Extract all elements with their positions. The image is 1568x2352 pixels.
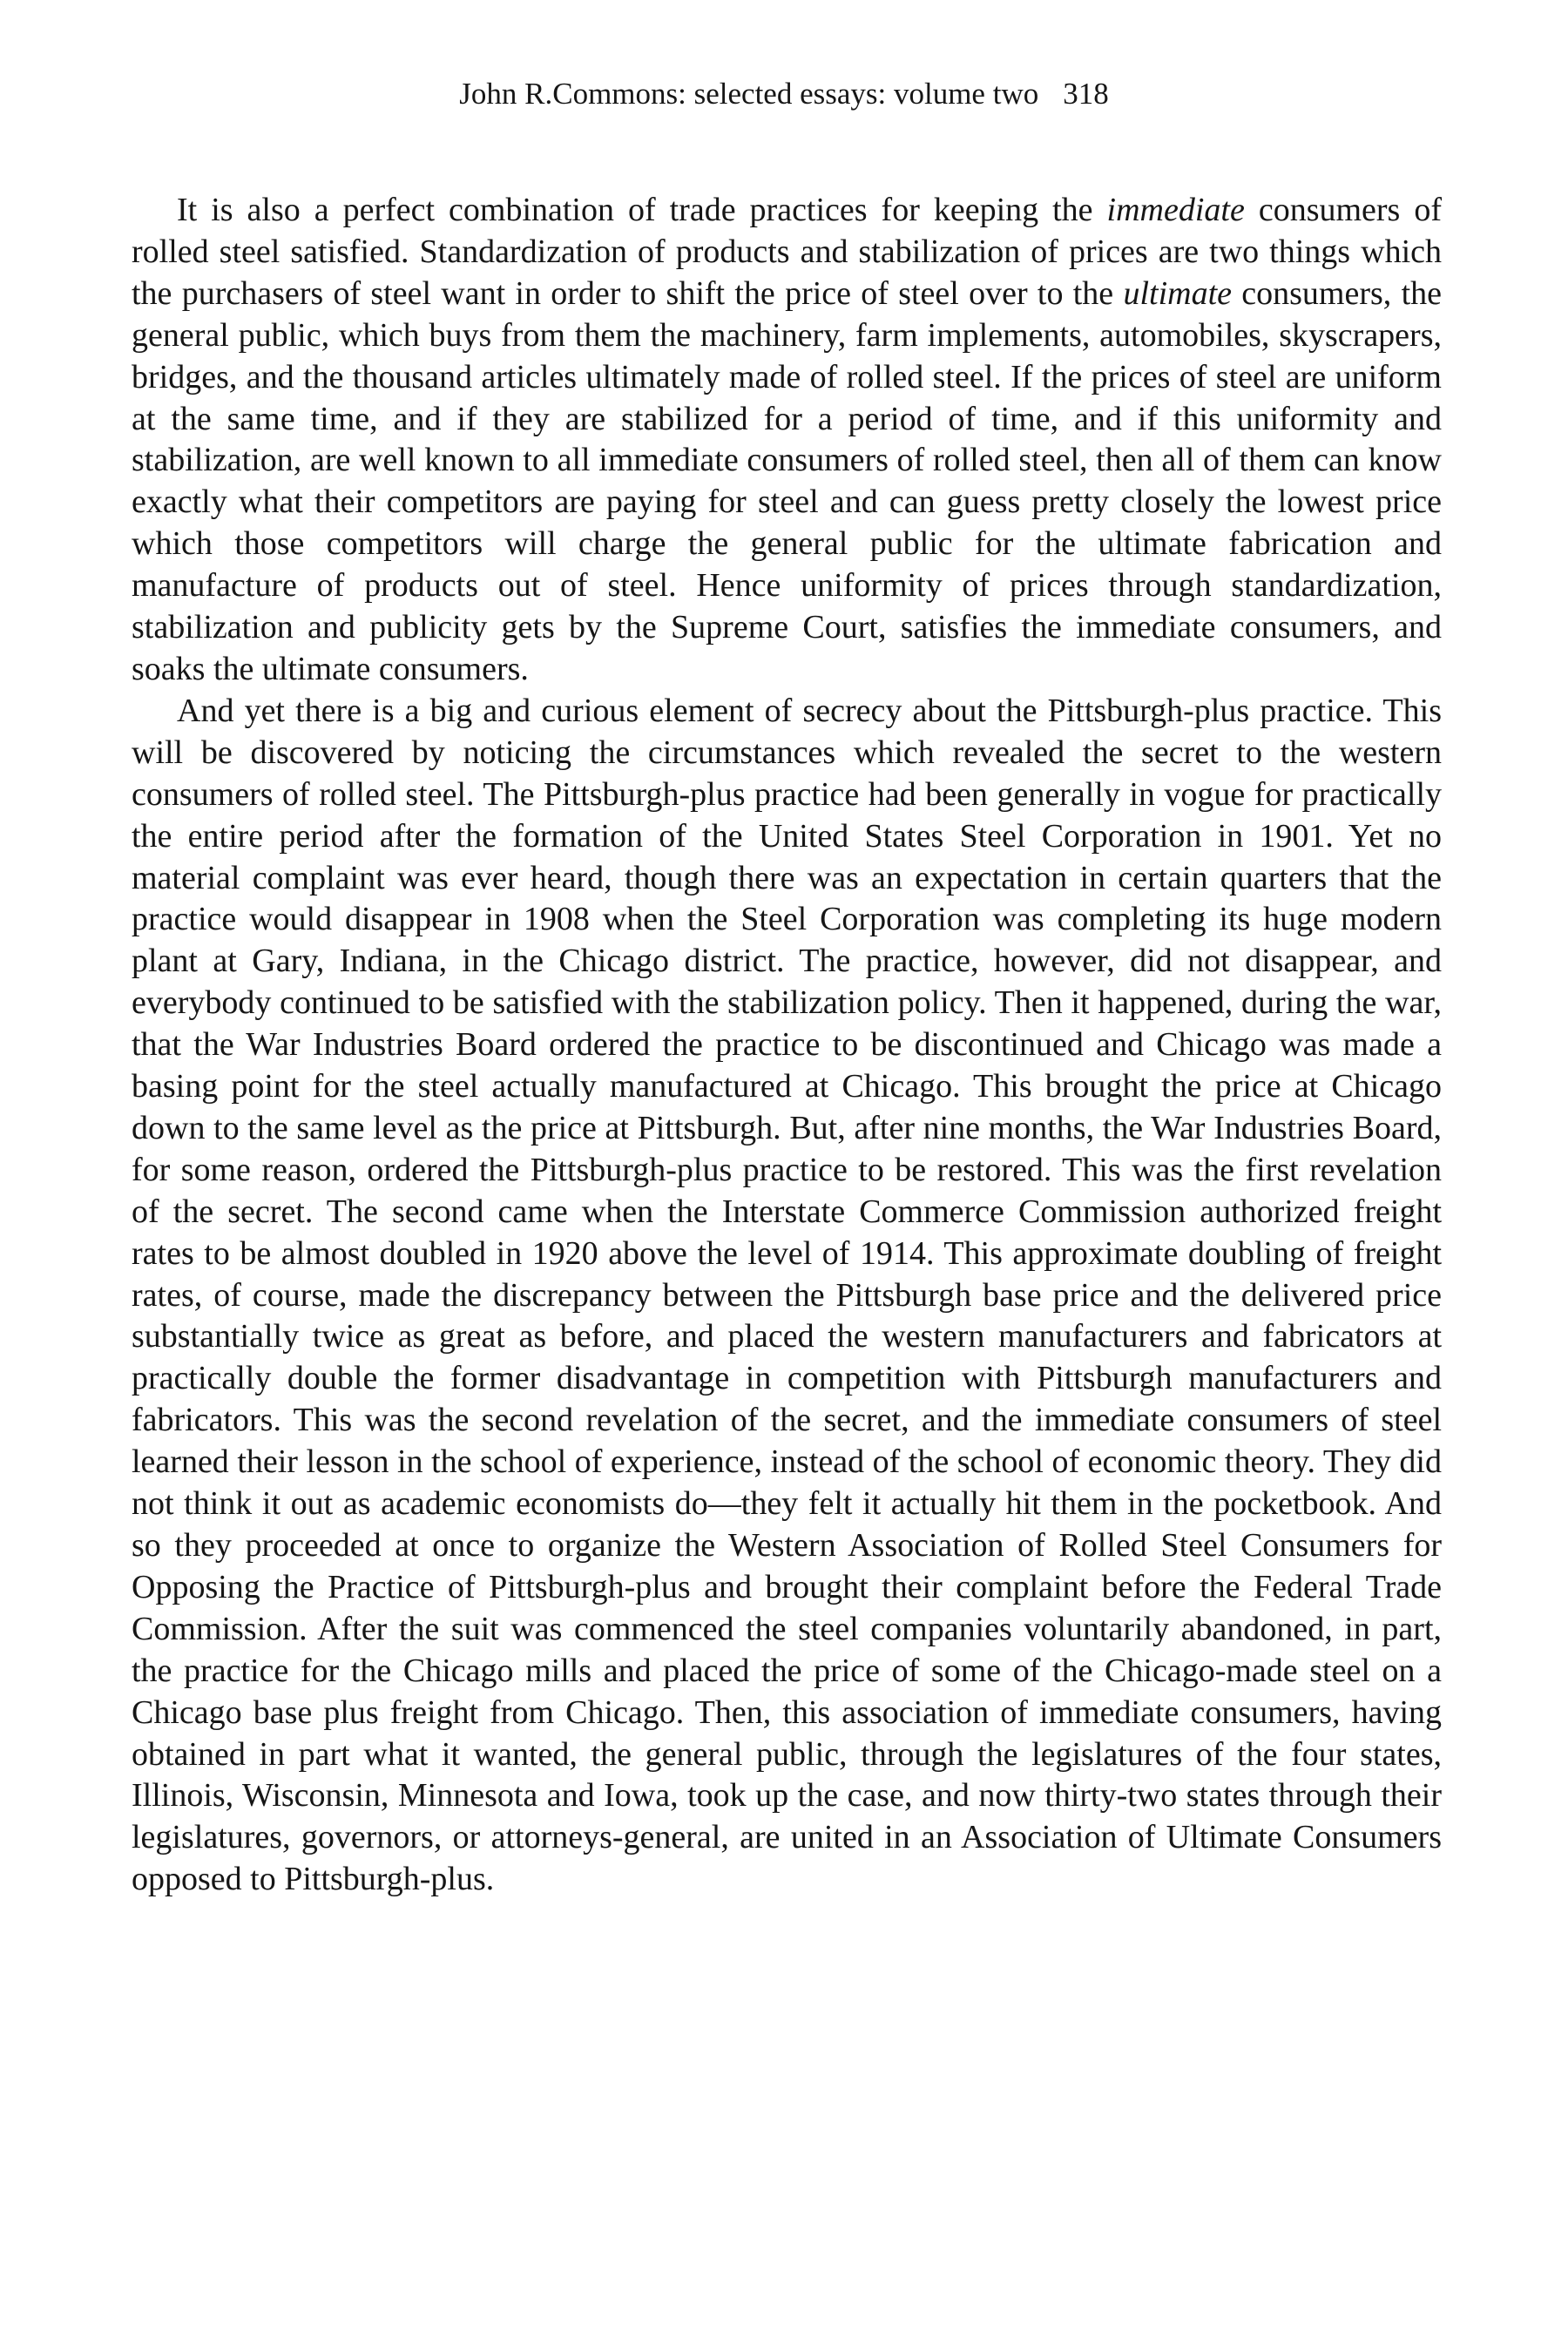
paragraph-1-text-a: It is also a perfect combination of trade practices for keeping the (177, 192, 1107, 228)
body-text (132, 190, 1442, 1901)
running-title: John R.Commons: selected essays: volume two (459, 77, 1039, 111)
paragraph-2: And yet there is a big and curious element of secrecy about the Pittsburgh-plus practice. This will be discovered by noticing the circumstances which revealed the secret to the western consumers of rolled steel. The Pittsburgh-plus practice had been generally in vogue for practically the entire period after the formation of the United States Steel Corporation in 1901. Yet no material complaint was ever heard, though there was an expectation in certain quarters that the practice would disappear in 1908 when the Steel Corporation was completing its huge modern plant at Gary, Indiana, in the Chicago district. The practice, however, did not disappear, and everybody continued to be satisfied with the stabilization policy. Then it happened, during the war, that the War Industries Board ordered the practice to be discontinued and Chicago was made a basing point for the steel actually manufactured at Chicago. This brought the price at Chicago down to the same level as the price at Pittsburgh. But, after nine months, the War Industries Board, for some reason, ordered the Pittsburgh-plus practice to be restored. This was the first revelation of the secret. The second came when the Interstate Commerce Commission authorized freight rates to be almost doubled in 1920 above the level of 1914. This approximate doubling of freight rates, of course, made the discrepancy between the Pittsburgh base price and the delivered price substantially twice as great as before, and placed the western manufacturers and fabricators at practically double the former disadvantage in competition with Pittsburgh manufacturers and fabricators. This was the second revelation of the secret, and the immediate consumers of steel learned their lesson in the school of experience, instead of the school of economic theory. They did not think it out as academic economists do—they felt it actually hit them in the pocketbook. And so they proceeded at once to organize the Western Association of Rolled Steel Consumers for Opposing the Practice of Pittsburgh-plus and brought their complaint before the Federal Trade Commission. After the suit was commenced the steel companies voluntarily abandoned, in part, the practice for the Chicago mills and placed the price of some of the Chicago-made steel on a Chicago base plus freight from Chicago. Then, this association of immediate consumers, having obtained in part what it wanted, the general public, through the legislatures of the four states, Illinois, Wisconsin, Minnesota and Iowa, took up the case, and now thirty-two states through their legislatures, governors, or attorneys-general, are united in an Association of Ultimate Consumers opposed to Pittsburgh-plus. (132, 692, 1442, 1898)
paragraph-1-text-b: consumers of rolled steel satisfied. Standardization of products and stabilization of prices are two things which the purchasers of steel want in order to shift the price of steel over to the (132, 192, 1442, 312)
running-head (0, 75, 1568, 113)
paragraph-1 (132, 190, 1442, 691)
emphasis-immediate: immediate (1106, 192, 1245, 228)
emphasis-ultimate: ultimate (1123, 274, 1232, 312)
paragraph-1-text-c: consumers, the general public, which buys from them the machinery, farm implements, automobiles, skyscrapers, bridges, and the thousand articles ultimately made of rolled steel. If the prices of steel are uniform at the same time, and if they are stabilized for a period of time, and if this uniformity and stabilization, are well known to all immediate consumers of rolled steel, then all of them can know exactly what their competitors are paying for steel and can guess pretty closely the lowest price which those competitors will charge the general public for the ultimate fabrication and manufacture of products out of steel. Hence uniformity of prices through standardization, stabilization and publicity gets by the Supreme Court, satisfies the immediate consumers, and soaks the ultimate consumers. (132, 274, 1442, 687)
page-number: 318 (1063, 77, 1109, 111)
